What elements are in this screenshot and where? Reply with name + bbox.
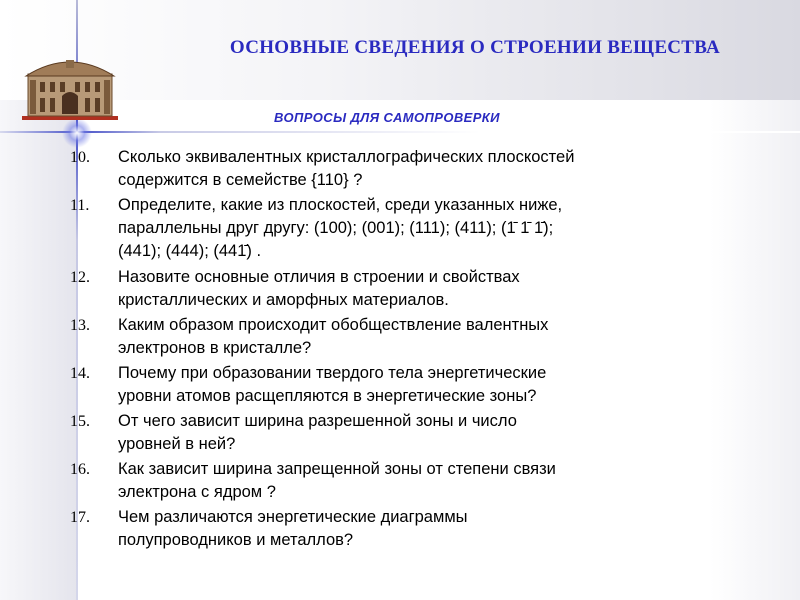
question-number: 17. bbox=[70, 509, 90, 526]
question-item bbox=[70, 146, 700, 194]
question-line: параллельны друг другу: (100); (001); (111); (411); (1̄ 1̄ 1̄); bbox=[118, 219, 554, 237]
question-number: 10. bbox=[70, 149, 90, 166]
right-background-band bbox=[710, 100, 800, 600]
question-line: Сколько эквивалентных кристаллографических плоскостей bbox=[118, 148, 575, 166]
question-number: 11. bbox=[70, 197, 90, 214]
question-line: Почему при образовании твердого тела энергетические bbox=[118, 364, 547, 382]
question-line: Назовите основные отличия в строении и свойствах bbox=[118, 268, 520, 286]
question-line: электрона с ядром ? bbox=[118, 483, 276, 501]
question-text bbox=[118, 458, 703, 504]
question-number: 16. bbox=[70, 461, 90, 478]
question-item bbox=[70, 266, 700, 314]
question-text bbox=[118, 362, 703, 408]
question-line: полупроводников и металлов? bbox=[118, 531, 354, 549]
question-number: 15. bbox=[70, 413, 90, 430]
question-line: содержится в семействе {110} ? bbox=[118, 171, 363, 189]
question-number: 14. bbox=[70, 365, 90, 382]
page-title: ОСНОВНЫЕ СВЕДЕНИЯ О СТРОЕНИИ ВЕЩЕСТВА bbox=[229, 37, 721, 58]
question-line: От чего зависит ширина разрешенной зоны и число bbox=[118, 412, 517, 430]
question-text bbox=[118, 266, 703, 312]
question-text bbox=[118, 146, 703, 192]
question-text bbox=[118, 410, 703, 456]
question-line: Чем различаются энергетические диаграммы bbox=[118, 508, 468, 526]
question-line: (441); (444); (441̄) . bbox=[118, 242, 262, 260]
question-line: уровней в ней? bbox=[118, 435, 236, 453]
question-line: Как зависит ширина запрещенной зоны от степени связи bbox=[118, 460, 556, 478]
question-item bbox=[70, 458, 700, 506]
question-list bbox=[70, 146, 700, 576]
question-line: электронов в кристалле? bbox=[118, 339, 312, 357]
star-glow-icon bbox=[62, 118, 92, 148]
question-item bbox=[70, 194, 700, 266]
question-number: 13. bbox=[70, 317, 90, 334]
question-item bbox=[70, 506, 700, 554]
question-item bbox=[70, 314, 700, 362]
question-number: 12. bbox=[70, 269, 90, 286]
question-item bbox=[70, 410, 700, 458]
university-building-icon bbox=[22, 52, 118, 122]
question-line: Определите, какие из плоскостей, среди указанных ниже, bbox=[118, 196, 563, 214]
question-line: Каким образом происходит обобществление валентных bbox=[118, 316, 549, 334]
question-text bbox=[118, 506, 703, 552]
question-text bbox=[118, 194, 703, 263]
horizontal-divider-line bbox=[0, 131, 800, 133]
question-item bbox=[70, 362, 700, 410]
left-background-band bbox=[0, 100, 78, 600]
question-text bbox=[118, 314, 703, 360]
question-line: кристаллических и аморфных материалов. bbox=[118, 291, 449, 309]
question-line: уровни атомов расщепляются в энергетические зоны? bbox=[118, 387, 537, 405]
section-subtitle: ВОПРОСЫ ДЛЯ САМОПРОВЕРКИ bbox=[274, 110, 500, 125]
